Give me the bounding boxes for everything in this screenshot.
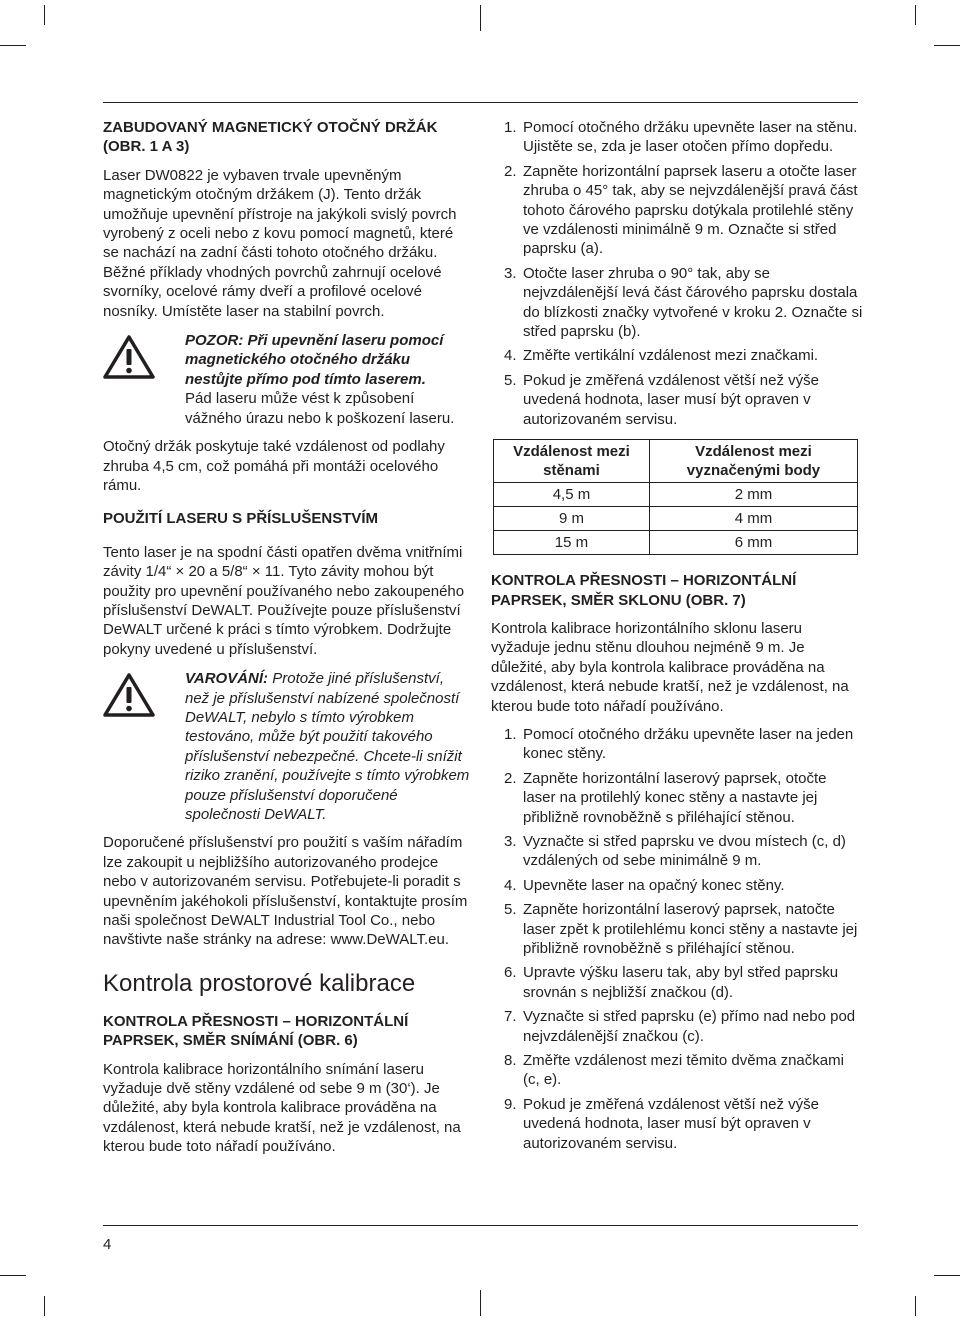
list-item-number: 2. (504, 162, 517, 180)
table-header: Vzdálenost mezi stěnami (494, 440, 650, 483)
crop-mark (480, 1290, 481, 1316)
list-item-text: Změřte vertikální vzdálenost mezi značkami. (523, 347, 819, 365)
table-cell: 9 m (494, 507, 650, 531)
caution-block (103, 331, 471, 428)
list-item-text: Pokud je změřená vzdálenost větší než výše uvedená hodnota, laser musí být opraven v autorizovaném servisu. (523, 1095, 819, 1152)
list-item-number: 3. (504, 832, 517, 850)
section-heading: KONTROLA PŘESNOSTI – HORIZONTÁLNÍ PAPRSEK, SMĚR SNÍMÁNÍ (OBR. 6) (103, 1012, 409, 1050)
list-item (491, 264, 863, 342)
list-item (491, 1051, 863, 1090)
section-heading: KONTROLA PŘESNOSTI – HORIZONTÁLNÍ PAPRSEK, SMĚR SKLONU (OBR. 7) (491, 572, 797, 609)
warning-text (185, 669, 471, 824)
table-cell: 4,5 m (494, 483, 650, 507)
list-item-number: 6. (504, 964, 517, 982)
warning-title: VAROVÁNÍ: (185, 670, 269, 688)
page-number: 4 (103, 1236, 112, 1253)
table-row (494, 531, 858, 555)
crop-mark (480, 5, 481, 31)
list-item-text: Změřte vzdálenost mezi těmito dvěma značkami (c, e). (523, 1052, 844, 1089)
list-item (491, 725, 863, 764)
list-item-number: 1. (504, 119, 517, 136)
paragraph: Doporučené příslušenství pro použití s vaším nářadím lze zakoupit u nejbližšího autorizovaného prodejce nebo v autorizovaném servisu. Potřebujete-li poradit s upevněním jakéhokoli příslušenství, kontaktujte prosím naši společnost DeWALT Industrial Tool Co., nebo navštivte naše stránky na adrese: www.DeWALT.eu. (103, 834, 468, 949)
warning-block (103, 669, 471, 824)
list-item (491, 900, 863, 958)
list-item (491, 118, 863, 157)
list-item-text: Zapněte horizontální laserový paprsek, otočte laser na protilehlý konec stěny a nastavte jej přibližně rovnoběžně s přiléhající stěnou. (523, 769, 827, 826)
list-item-text: Upevněte laser na opačný konec stěny. (523, 876, 785, 894)
list-item (491, 162, 863, 259)
crop-mark (934, 45, 960, 46)
list-item (491, 1095, 863, 1153)
list-item-number: 9. (504, 1095, 517, 1113)
list-item-text: Zapněte horizontální paprsek laseru a otočte laser zhruba o 45° tak, aby se nejvzdálenější pravá část tohoto čárového paprsku dotýkala protilehlé stěny ve vzdálenosti minimálně 9 m. Označte si střed paprsku (a). (523, 162, 858, 258)
crop-mark (934, 1275, 960, 1276)
list-item (491, 876, 863, 895)
procedure-list (491, 725, 863, 1153)
section-heading: ZABUDOVANÝ MAGNETICKÝ OTOČNÝ DRŽÁK (OBR. 1 A 3) (103, 119, 438, 156)
chapter-title: Kontrola prostorové kalibrace (103, 969, 416, 997)
paragraph: Otočný držák poskytuje také vzdálenost od podlahy zhruba 4,5 cm, což pomáhá při montáži ocelového rámu. (103, 438, 445, 494)
list-item-text: Upravte výšku laseru tak, aby byl střed paprsku srovnán s nejbližší značkou (d). (523, 964, 839, 1001)
list-item-text: Pomocí otočného držáku upevněte laser na jeden konec stěny. (523, 725, 854, 763)
crop-mark (0, 1275, 26, 1276)
right-column (491, 118, 863, 1162)
paragraph: Tento laser je na spodní části opatřen dvěma vnitřními závity 1/4“ × 20 a 5/8“ × 11. Tyto závity mohou být použity pro upevnění používaného nebo zakoupeného příslušenství DeWALT. Používejte pouze příslušenství DeWALT určené k práci s tímto výrobkem. Dodržujte pokyny uvedené u příslušenství. (103, 543, 465, 658)
crop-mark (44, 1296, 45, 1316)
crop-mark (915, 5, 916, 25)
top-rule (103, 102, 858, 103)
list-item-text: Pokud je změřená vzdálenost větší než výše uvedená hodnota, laser musí být opraven v autorizovaném servisu. (523, 371, 819, 428)
caution-text: Pád laseru může vést k způsobení vážného úrazu nebo k poškození laseru. (185, 390, 455, 427)
list-item-number: 8. (504, 1052, 517, 1070)
list-item-number: 3. (504, 264, 517, 282)
list-item-text: Pomocí otočného držáku upevněte laser na stěnu. Ujistěte se, zda je laser otočen přímo dopředu. (523, 119, 858, 156)
bottom-rule (103, 1225, 858, 1226)
table-row (494, 483, 858, 507)
list-item-text: Vyznačte si střed paprsku ve dvou místech (c, d) vzdálených od sebe minimálně 9 m. (523, 832, 846, 870)
list-item-number: 4. (504, 347, 517, 365)
distance-table (493, 439, 858, 555)
table-header: Vzdálenost mezi vyznačenými body (649, 440, 857, 483)
paragraph: Kontrola kalibrace horizontálního sklonu laseru vyžaduje jednu stěnu dlouhou nejméně 9 m. Je důležité, aby byla kontrola kalibrace prováděna na vzdálenost, která nebude kratší, než je vzdálenost, na kterou bude toto nářadí používáno. (491, 619, 849, 715)
list-item-text: Zapněte horizontální laserový paprsek, natočte laser zpět k protilehlému konci stěny a nastavte jej přibližně rovnoběžně s přiléhající stěnou. (523, 901, 858, 957)
table-cell: 6 mm (649, 531, 857, 555)
list-item-number: 7. (504, 1008, 517, 1026)
list-item (491, 963, 863, 1002)
list-item (491, 1007, 863, 1046)
caution-title: POZOR: Při upevnění laseru pomocí magnetického otočného držáku nestůjte přímo pod tímto laserem. (185, 332, 444, 388)
warning-triangle-icon (103, 673, 155, 717)
list-item (491, 346, 863, 365)
list-item-number: 1. (504, 725, 517, 743)
list-item-number: 5. (504, 901, 517, 919)
list-item-text: Vyznačte si střed paprsku (e) přímo nad nebo pod nejvzdálenější značkou (c). (523, 1008, 856, 1045)
list-item-number: 2. (504, 769, 517, 787)
table-cell: 15 m (494, 531, 650, 555)
list-item-number: 5. (504, 371, 517, 389)
crop-mark (44, 5, 45, 25)
paragraph: Laser DW0822 je vybaven trvale upevněným magnetickým otočným držákem (J). Tento držák umožňuje upevnění přístroje na jakýkoli svislý povrch vyrobený z oceli nebo z kovu pomocí magnetů, které se nachází na zadní části tohoto otočného držáku. Běžné příklady vhodných povrchů zahrnují ocelové svorníky, ocelové rámy dveří a profilové ocelové nosníky. Umístěte laser na stabilní povrch. (103, 166, 457, 320)
warning-triangle-icon (103, 335, 155, 379)
table-cell: 4 mm (649, 507, 857, 531)
crop-mark (0, 45, 26, 46)
procedure-list (491, 118, 863, 429)
list-item-number: 4. (504, 876, 517, 894)
list-item (491, 769, 863, 827)
table-cell: 2 mm (649, 483, 857, 507)
list-item (491, 371, 863, 429)
list-item (491, 832, 863, 871)
list-item-text: Otočte laser zhruba o 90° tak, aby se nejvzdálenější levá část čárového paprsku dostala do blízkosti značky vytvořené v kroku 2. Označte si střed paprsku (b). (523, 264, 863, 341)
left-column (103, 118, 471, 1157)
crop-mark (915, 1296, 916, 1316)
section-heading: POUŽITÍ LASERU S PŘÍSLUŠENSTVÍM (103, 510, 379, 528)
table-row (494, 507, 858, 531)
paragraph: Kontrola kalibrace horizontálního snímání laseru vyžaduje dvě stěny vzdálené od sebe 9 m (30‘). Je důležité, aby byla kontrola kalibrace prováděna na vzdálenost, která nebude kratší, než je vzdálenost, na kterou bude toto nářadí používáno. (103, 1060, 461, 1156)
table-header-row (494, 440, 858, 483)
warning-body: Protože jiné příslušenství, než je příslušenství nabízené společností DeWALT, nebylo s tímto výrobkem testováno, může být použití takového příslušenství nebezpečné. Chcete-li snížit riziko zranění, používejte s tímto výrobkem pouze příslušenství doporučené společnosti DeWALT. (185, 670, 470, 823)
